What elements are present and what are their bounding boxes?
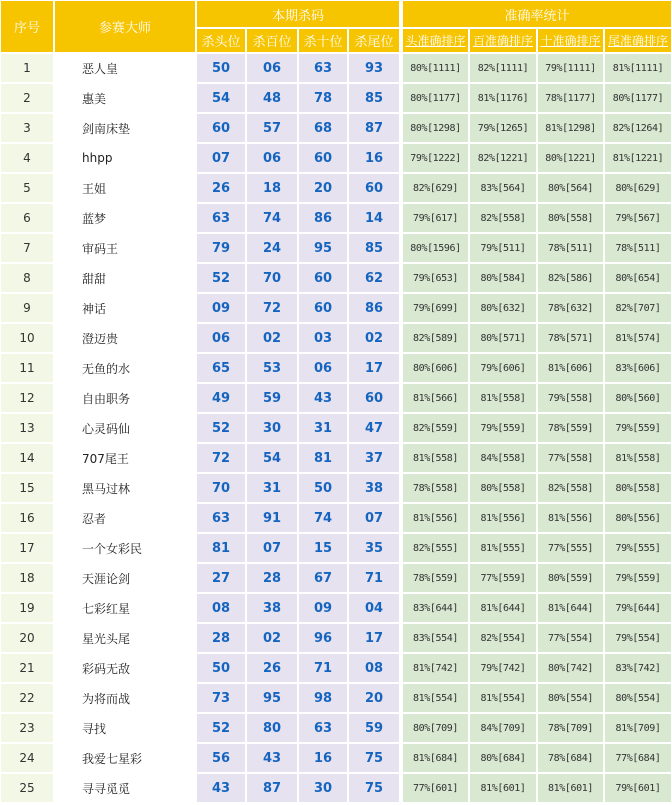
accuracy-stat-3: 78%[684] <box>538 744 603 772</box>
kill-code-4: 85 <box>349 84 399 112</box>
accuracy-stat-2: 83%[564] <box>470 174 536 202</box>
accuracy-stat-3: 77%[558] <box>538 444 603 472</box>
accuracy-stat-2: 84%[558] <box>470 444 536 472</box>
accuracy-stat-1: 80%[1177] <box>403 84 468 112</box>
row-index: 23 <box>1 714 53 742</box>
kill-code-3: 31 <box>299 414 347 442</box>
kill-code-1: 56 <box>197 744 245 772</box>
kill-code-1: 60 <box>197 114 245 142</box>
kill-code-1: 06 <box>197 324 245 352</box>
accuracy-stat-4: 80%[554] <box>605 684 671 712</box>
kill-code-2: 43 <box>247 744 297 772</box>
row-index: 11 <box>1 354 53 382</box>
accuracy-stat-3: 81%[644] <box>538 594 603 622</box>
accuracy-stat-2: 80%[558] <box>470 474 536 502</box>
accuracy-stat-4: 81%[1221] <box>605 144 671 172</box>
header-index: 序号 <box>1 1 53 52</box>
row-index: 12 <box>1 384 53 412</box>
header-kill-3: 杀十位 <box>299 29 347 52</box>
accuracy-stat-3: 80%[559] <box>538 564 603 592</box>
accuracy-stat-4: 81%[709] <box>605 714 671 742</box>
kill-code-3: 15 <box>299 534 347 562</box>
accuracy-stat-4: 79%[554] <box>605 624 671 652</box>
kill-code-1: 50 <box>197 654 245 682</box>
master-name: 为将而战 <box>55 684 195 712</box>
accuracy-stat-2: 84%[709] <box>470 714 536 742</box>
kill-code-2: 48 <box>247 84 297 112</box>
row-index: 20 <box>1 624 53 652</box>
kill-code-3: 03 <box>299 324 347 352</box>
accuracy-stat-2: 81%[556] <box>470 504 536 532</box>
kill-code-3: 71 <box>299 654 347 682</box>
accuracy-stat-2: 79%[606] <box>470 354 536 382</box>
accuracy-stat-2: 82%[1111] <box>470 54 536 82</box>
accuracy-stat-3: 80%[564] <box>538 174 603 202</box>
accuracy-stat-4: 82%[707] <box>605 294 671 322</box>
kill-code-2: 72 <box>247 294 297 322</box>
kill-code-3: 30 <box>299 774 347 802</box>
kill-code-1: 43 <box>197 774 245 802</box>
accuracy-stat-3: 81%[601] <box>538 774 603 802</box>
kill-code-1: 81 <box>197 534 245 562</box>
kill-code-3: 81 <box>299 444 347 472</box>
accuracy-stat-1: 80%[606] <box>403 354 468 382</box>
row-index: 10 <box>1 324 53 352</box>
kill-code-2: 02 <box>247 624 297 652</box>
kill-code-4: 16 <box>349 144 399 172</box>
master-name: 我爱七星彩 <box>55 744 195 772</box>
row-index: 14 <box>1 444 53 472</box>
kill-code-4: 20 <box>349 684 399 712</box>
accuracy-stat-4: 83%[606] <box>605 354 671 382</box>
row-index: 21 <box>1 654 53 682</box>
accuracy-stat-4: 79%[555] <box>605 534 671 562</box>
accuracy-stat-4: 80%[560] <box>605 384 671 412</box>
kill-code-1: 79 <box>197 234 245 262</box>
kill-code-2: 31 <box>247 474 297 502</box>
master-name: 星光头尾 <box>55 624 195 652</box>
kill-code-4: 17 <box>349 354 399 382</box>
kill-code-2: 24 <box>247 234 297 262</box>
header-stat-1: 头准确排序 <box>403 29 468 52</box>
row-index: 13 <box>1 414 53 442</box>
master-name: 审码王 <box>55 234 195 262</box>
kill-code-4: 38 <box>349 474 399 502</box>
kill-code-3: 74 <box>299 504 347 532</box>
kill-code-1: 26 <box>197 174 245 202</box>
row-index: 22 <box>1 684 53 712</box>
accuracy-stat-4: 80%[654] <box>605 264 671 292</box>
master-name: 心灵码仙 <box>55 414 195 442</box>
accuracy-stat-3: 78%[709] <box>538 714 603 742</box>
accuracy-stat-4: 81%[558] <box>605 444 671 472</box>
kill-code-4: 75 <box>349 744 399 772</box>
accuracy-stat-3: 77%[554] <box>538 624 603 652</box>
accuracy-stat-3: 78%[1177] <box>538 84 603 112</box>
kill-code-3: 06 <box>299 354 347 382</box>
header-group-stats: 准确率统计 <box>403 1 671 27</box>
accuracy-stat-3: 82%[558] <box>538 474 603 502</box>
kill-code-4: 07 <box>349 504 399 532</box>
kill-code-1: 07 <box>197 144 245 172</box>
header-kill-2: 杀百位 <box>247 29 297 52</box>
master-name: 忍者 <box>55 504 195 532</box>
kill-code-1: 49 <box>197 384 245 412</box>
kill-code-1: 28 <box>197 624 245 652</box>
accuracy-stat-3: 78%[571] <box>538 324 603 352</box>
kill-code-3: 96 <box>299 624 347 652</box>
accuracy-stat-1: 82%[555] <box>403 534 468 562</box>
accuracy-stat-1: 80%[1596] <box>403 234 468 262</box>
accuracy-stat-2: 79%[742] <box>470 654 536 682</box>
accuracy-stat-4: 81%[574] <box>605 324 671 352</box>
row-index: 4 <box>1 144 53 172</box>
kill-code-4: 14 <box>349 204 399 232</box>
accuracy-stat-3: 78%[632] <box>538 294 603 322</box>
accuracy-stat-4: 79%[559] <box>605 564 671 592</box>
header-master: 参赛大师 <box>55 1 195 52</box>
row-index: 15 <box>1 474 53 502</box>
kill-code-4: 37 <box>349 444 399 472</box>
kill-code-3: 95 <box>299 234 347 262</box>
kill-code-4: 85 <box>349 234 399 262</box>
row-index: 5 <box>1 174 53 202</box>
accuracy-stat-4: 79%[601] <box>605 774 671 802</box>
kill-code-1: 52 <box>197 264 245 292</box>
kill-code-1: 09 <box>197 294 245 322</box>
accuracy-stat-2: 81%[558] <box>470 384 536 412</box>
master-name: 澄迈贵 <box>55 324 195 352</box>
kill-code-2: 80 <box>247 714 297 742</box>
master-name: 蓝梦 <box>55 204 195 232</box>
accuracy-stat-1: 82%[559] <box>403 414 468 442</box>
accuracy-stat-3: 81%[1298] <box>538 114 603 142</box>
accuracy-stat-1: 79%[1222] <box>403 144 468 172</box>
header-group-kill: 本期杀码 <box>197 1 399 27</box>
accuracy-stat-1: 81%[558] <box>403 444 468 472</box>
master-name: 黑马过林 <box>55 474 195 502</box>
kill-code-3: 50 <box>299 474 347 502</box>
kill-code-2: 18 <box>247 174 297 202</box>
master-name: 天涯论剑 <box>55 564 195 592</box>
kill-code-4: 02 <box>349 324 399 352</box>
row-index: 3 <box>1 114 53 142</box>
accuracy-stat-1: 80%[1111] <box>403 54 468 82</box>
accuracy-stat-3: 81%[556] <box>538 504 603 532</box>
kill-code-3: 60 <box>299 264 347 292</box>
kill-code-2: 26 <box>247 654 297 682</box>
accuracy-stat-2: 81%[601] <box>470 774 536 802</box>
accuracy-stat-2: 81%[644] <box>470 594 536 622</box>
kill-code-1: 50 <box>197 54 245 82</box>
accuracy-stat-1: 81%[556] <box>403 504 468 532</box>
accuracy-stat-1: 81%[566] <box>403 384 468 412</box>
kill-code-2: 74 <box>247 204 297 232</box>
kill-code-1: 52 <box>197 714 245 742</box>
master-name: 707尾王 <box>55 444 195 472</box>
accuracy-stat-3: 80%[1221] <box>538 144 603 172</box>
accuracy-stat-2: 81%[555] <box>470 534 536 562</box>
accuracy-stat-4: 79%[559] <box>605 414 671 442</box>
kill-code-1: 65 <box>197 354 245 382</box>
accuracy-stat-4: 79%[567] <box>605 204 671 232</box>
kill-code-1: 52 <box>197 414 245 442</box>
accuracy-stat-4: 78%[511] <box>605 234 671 262</box>
accuracy-stat-4: 77%[684] <box>605 744 671 772</box>
master-name: 自由职务 <box>55 384 195 412</box>
kill-code-2: 06 <box>247 54 297 82</box>
accuracy-stat-2: 82%[558] <box>470 204 536 232</box>
kill-code-3: 20 <box>299 174 347 202</box>
kill-code-2: 57 <box>247 114 297 142</box>
accuracy-stat-2: 79%[1265] <box>470 114 536 142</box>
master-name: 一个女彩民 <box>55 534 195 562</box>
kill-code-2: 28 <box>247 564 297 592</box>
master-name: 剑南床垫 <box>55 114 195 142</box>
kill-code-4: 62 <box>349 264 399 292</box>
accuracy-stat-4: 80%[1177] <box>605 84 671 112</box>
kill-code-3: 86 <box>299 204 347 232</box>
kill-code-2: 30 <box>247 414 297 442</box>
accuracy-stat-3: 77%[555] <box>538 534 603 562</box>
accuracy-stat-3: 78%[559] <box>538 414 603 442</box>
kill-code-3: 16 <box>299 744 347 772</box>
master-name: 寻找 <box>55 714 195 742</box>
accuracy-stat-3: 82%[586] <box>538 264 603 292</box>
kill-code-4: 87 <box>349 114 399 142</box>
accuracy-stat-1: 77%[601] <box>403 774 468 802</box>
header-stat-3: 十准确排序 <box>538 29 603 52</box>
accuracy-stat-2: 79%[559] <box>470 414 536 442</box>
row-index: 1 <box>1 54 53 82</box>
kill-code-1: 63 <box>197 204 245 232</box>
kill-code-4: 35 <box>349 534 399 562</box>
accuracy-stat-1: 83%[554] <box>403 624 468 652</box>
kill-code-2: 91 <box>247 504 297 532</box>
master-name: 恶人皇 <box>55 54 195 82</box>
accuracy-stat-3: 78%[511] <box>538 234 603 262</box>
kill-code-4: 60 <box>349 384 399 412</box>
accuracy-stat-2: 81%[554] <box>470 684 536 712</box>
accuracy-stat-1: 83%[644] <box>403 594 468 622</box>
kill-code-4: 47 <box>349 414 399 442</box>
accuracy-stat-4: 82%[1264] <box>605 114 671 142</box>
master-name: 彩码无敌 <box>55 654 195 682</box>
accuracy-stat-2: 81%[1176] <box>470 84 536 112</box>
kill-code-2: 06 <box>247 144 297 172</box>
accuracy-stat-2: 82%[554] <box>470 624 536 652</box>
header-stat-4: 尾准确排序 <box>605 29 671 52</box>
master-name: 王姐 <box>55 174 195 202</box>
master-name: 无鱼的水 <box>55 354 195 382</box>
accuracy-stat-2: 80%[632] <box>470 294 536 322</box>
kill-code-2: 07 <box>247 534 297 562</box>
accuracy-stat-1: 81%[554] <box>403 684 468 712</box>
kill-code-4: 93 <box>349 54 399 82</box>
accuracy-stat-3: 81%[606] <box>538 354 603 382</box>
accuracy-stat-3: 79%[558] <box>538 384 603 412</box>
accuracy-stat-1: 78%[558] <box>403 474 468 502</box>
kill-code-3: 63 <box>299 54 347 82</box>
kill-code-1: 72 <box>197 444 245 472</box>
master-name: hhpp <box>55 144 195 172</box>
kill-code-3: 60 <box>299 144 347 172</box>
accuracy-stat-4: 81%[1111] <box>605 54 671 82</box>
row-index: 6 <box>1 204 53 232</box>
kill-code-3: 43 <box>299 384 347 412</box>
kill-code-2: 70 <box>247 264 297 292</box>
kill-code-1: 27 <box>197 564 245 592</box>
accuracy-stat-2: 80%[584] <box>470 264 536 292</box>
row-index: 24 <box>1 744 53 772</box>
kill-code-4: 04 <box>349 594 399 622</box>
kill-code-1: 63 <box>197 504 245 532</box>
accuracy-stat-1: 80%[1298] <box>403 114 468 142</box>
kill-code-2: 02 <box>247 324 297 352</box>
kill-code-4: 59 <box>349 714 399 742</box>
accuracy-stat-2: 77%[559] <box>470 564 536 592</box>
kill-code-3: 78 <box>299 84 347 112</box>
accuracy-stat-1: 79%[653] <box>403 264 468 292</box>
kill-code-4: 60 <box>349 174 399 202</box>
accuracy-stat-1: 79%[699] <box>403 294 468 322</box>
kill-code-4: 86 <box>349 294 399 322</box>
accuracy-stat-4: 80%[558] <box>605 474 671 502</box>
header-kill-1: 杀头位 <box>197 29 245 52</box>
kill-code-2: 54 <box>247 444 297 472</box>
header-stat-2: 百准确排序 <box>470 29 536 52</box>
accuracy-stat-4: 83%[742] <box>605 654 671 682</box>
header-kill-4: 杀尾位 <box>349 29 399 52</box>
row-index: 7 <box>1 234 53 262</box>
row-index: 2 <box>1 84 53 112</box>
row-index: 8 <box>1 264 53 292</box>
master-name: 惠美 <box>55 84 195 112</box>
kill-code-3: 09 <box>299 594 347 622</box>
kill-code-2: 38 <box>247 594 297 622</box>
master-name: 神话 <box>55 294 195 322</box>
kill-code-2: 87 <box>247 774 297 802</box>
accuracy-stat-1: 82%[589] <box>403 324 468 352</box>
kill-code-1: 70 <box>197 474 245 502</box>
kill-code-1: 54 <box>197 84 245 112</box>
kill-code-1: 73 <box>197 684 245 712</box>
accuracy-stat-1: 79%[617] <box>403 204 468 232</box>
kill-code-3: 98 <box>299 684 347 712</box>
row-index: 19 <box>1 594 53 622</box>
row-index: 9 <box>1 294 53 322</box>
kill-code-4: 75 <box>349 774 399 802</box>
kill-code-1: 08 <box>197 594 245 622</box>
master-name: 甜甜 <box>55 264 195 292</box>
kill-code-2: 95 <box>247 684 297 712</box>
row-index: 25 <box>1 774 53 802</box>
accuracy-stat-3: 80%[742] <box>538 654 603 682</box>
kill-code-4: 17 <box>349 624 399 652</box>
accuracy-stat-1: 80%[709] <box>403 714 468 742</box>
kill-code-3: 63 <box>299 714 347 742</box>
accuracy-stat-2: 80%[571] <box>470 324 536 352</box>
master-name: 寻寻觅觅 <box>55 774 195 802</box>
accuracy-stat-3: 80%[558] <box>538 204 603 232</box>
accuracy-stat-4: 80%[556] <box>605 504 671 532</box>
kill-code-2: 53 <box>247 354 297 382</box>
row-index: 17 <box>1 534 53 562</box>
accuracy-stat-4: 79%[644] <box>605 594 671 622</box>
kill-code-4: 08 <box>349 654 399 682</box>
accuracy-stat-1: 81%[684] <box>403 744 468 772</box>
kill-code-3: 67 <box>299 564 347 592</box>
accuracy-stat-3: 80%[554] <box>538 684 603 712</box>
accuracy-stat-2: 79%[511] <box>470 234 536 262</box>
kill-code-3: 68 <box>299 114 347 142</box>
kill-code-4: 71 <box>349 564 399 592</box>
accuracy-stat-2: 80%[684] <box>470 744 536 772</box>
accuracy-stat-3: 79%[1111] <box>538 54 603 82</box>
row-index: 16 <box>1 504 53 532</box>
row-index: 18 <box>1 564 53 592</box>
kill-code-3: 60 <box>299 294 347 322</box>
accuracy-stat-2: 82%[1221] <box>470 144 536 172</box>
kill-code-2: 59 <box>247 384 297 412</box>
accuracy-stat-1: 78%[559] <box>403 564 468 592</box>
accuracy-stat-1: 81%[742] <box>403 654 468 682</box>
accuracy-stat-4: 80%[629] <box>605 174 671 202</box>
master-name: 七彩红星 <box>55 594 195 622</box>
accuracy-stat-1: 82%[629] <box>403 174 468 202</box>
